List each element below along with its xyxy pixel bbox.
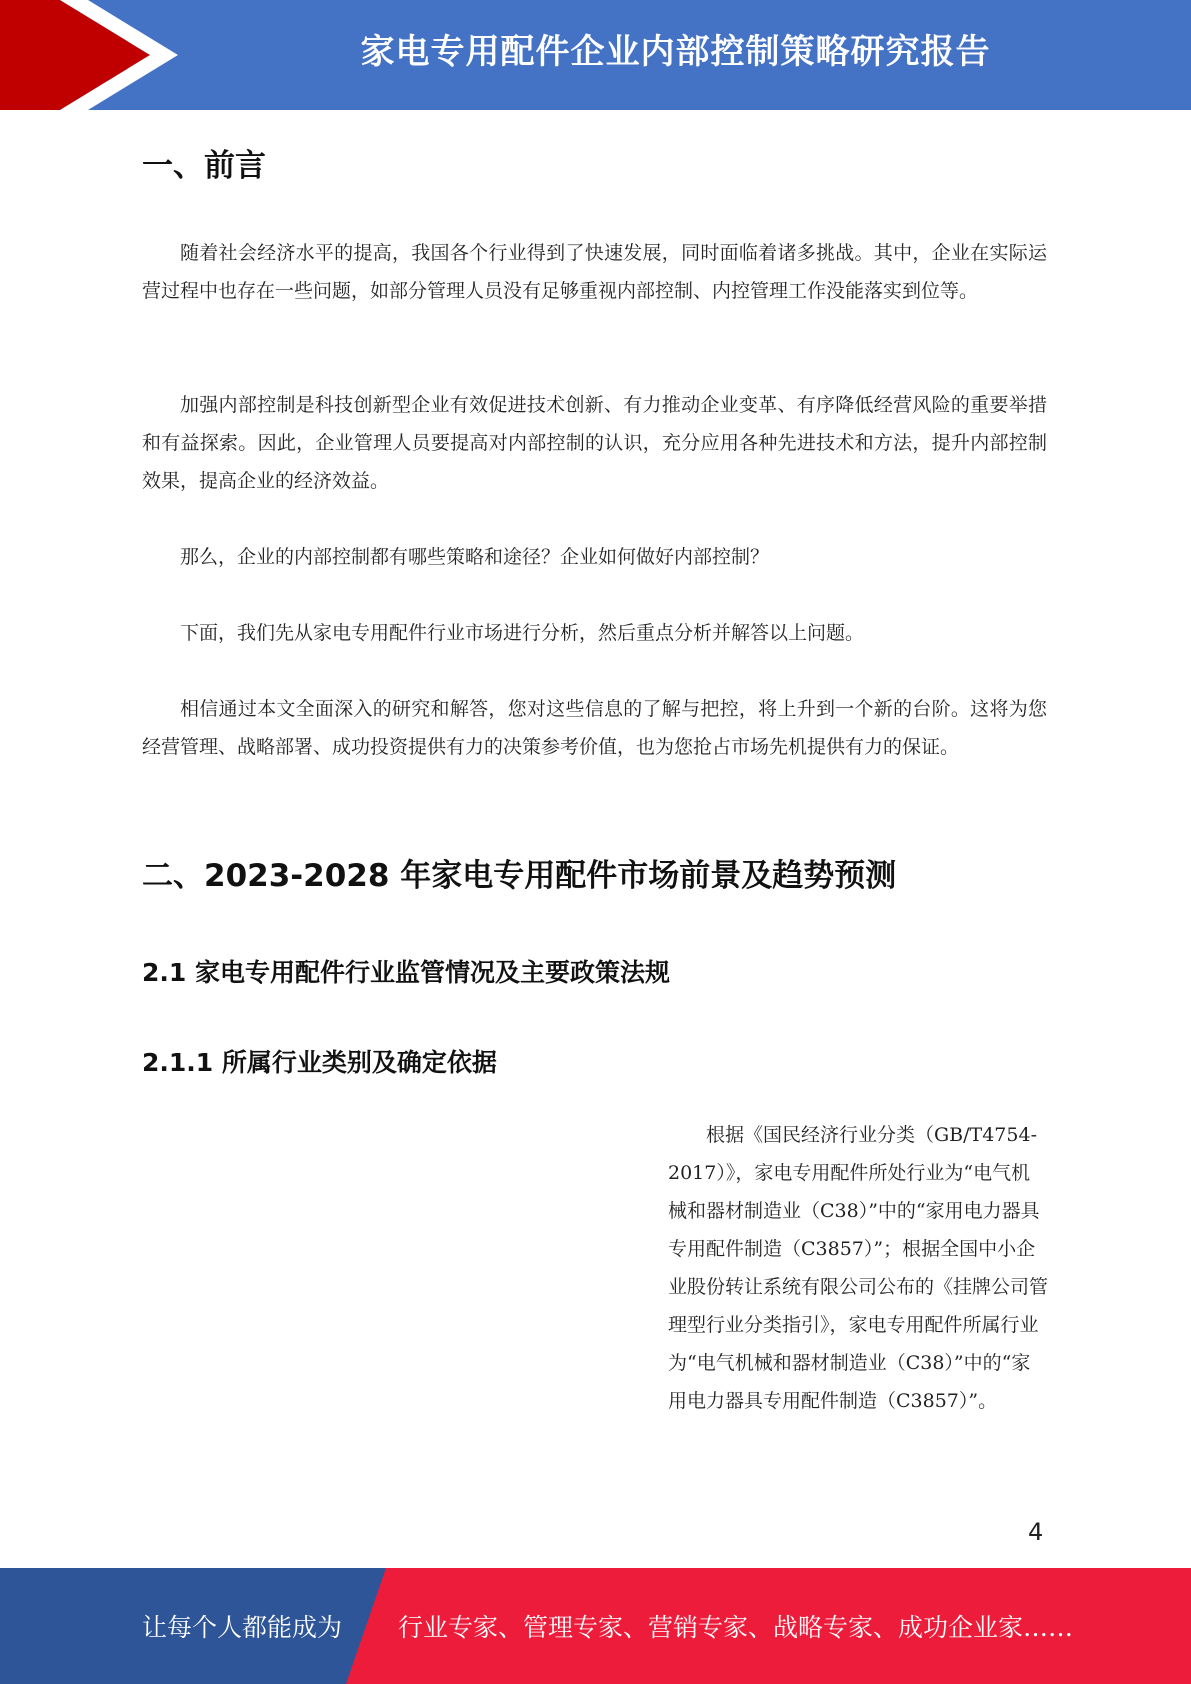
preface-paragraph-1: 随着社会经济水平的提高，我国各个行业得到了快速发展，同时面临着诸多挑战。其中，企业在实际运营过程中也存在一些问题，如部分管理人员没有足够重视内部控制、内控管理工作没能落实到位等。 xyxy=(142,242,1047,302)
preface-paragraph-2: 加强内部控制是科技创新型企业有效促进技术创新、有力推动企业变革、有序降低经营风险的重要举措和有益探索。因此，企业管理人员要提高对内部控制的认识，充分应用各种先进技术和方法，提升内部控制效果，提高企业的经济效益。 xyxy=(142,394,1047,492)
footer-banner xyxy=(0,1568,1191,1684)
preface-paragraph-4: 下面，我们先从家电专用配件行业市场进行分析，然后重点分析并解答以上问题。 xyxy=(180,622,865,644)
preface-paragraph-5: 相信通过本文全面深入的研究和解答，您对这些信息的了解与把控，将上升到一个新的台阶。这将为您经营管理、战略部署、成功投资提供有力的决策参考价值，也为您抢占市场先机提供有力的保证。 xyxy=(142,698,1047,758)
footer-slogan-right: 行业专家、管理专家、营销专家、战略专家、成功企业家…… xyxy=(398,1613,1074,1642)
report-title: 家电专用配件企业内部控制策略研究报告 xyxy=(360,32,991,72)
footer-slogan-left: 让每个人都能成为 xyxy=(142,1613,343,1642)
subheading-2-1: 2.1 家电专用配件行业监管情况及主要政策法规 xyxy=(142,958,670,987)
preface-paragraph-3: 那么，企业的内部控制都有哪些策略和途径？企业如何做好内部控制？ xyxy=(180,546,770,568)
page-number: 4 xyxy=(1028,1518,1044,1546)
preface-heading: 一、前言 xyxy=(142,148,266,184)
industry-classification-paragraph: 根据《国民经济行业分类（GB/T4754-2017）》，家电专用配件所处行业为“电气机械和器材制造业（C38）”中的“家用电力器具专用配件制造（C3857）”；根据全国中小企业股份转让系统有限公司公布的《挂牌公司管理型行业分类指引》，家电专用配件所属行业为“电气机械和器材制造业（C38）”中的“家用电力器具专用配件制造（C3857）”。 xyxy=(668,1124,1049,1412)
header-banner xyxy=(0,0,1191,110)
subheading-2-1-1: 2.1.1 所属行业类别及确定依据 xyxy=(142,1048,497,1077)
forecast-heading: 二、2023-2028 年家电专用配件市场前景及趋势预测 xyxy=(142,858,897,894)
